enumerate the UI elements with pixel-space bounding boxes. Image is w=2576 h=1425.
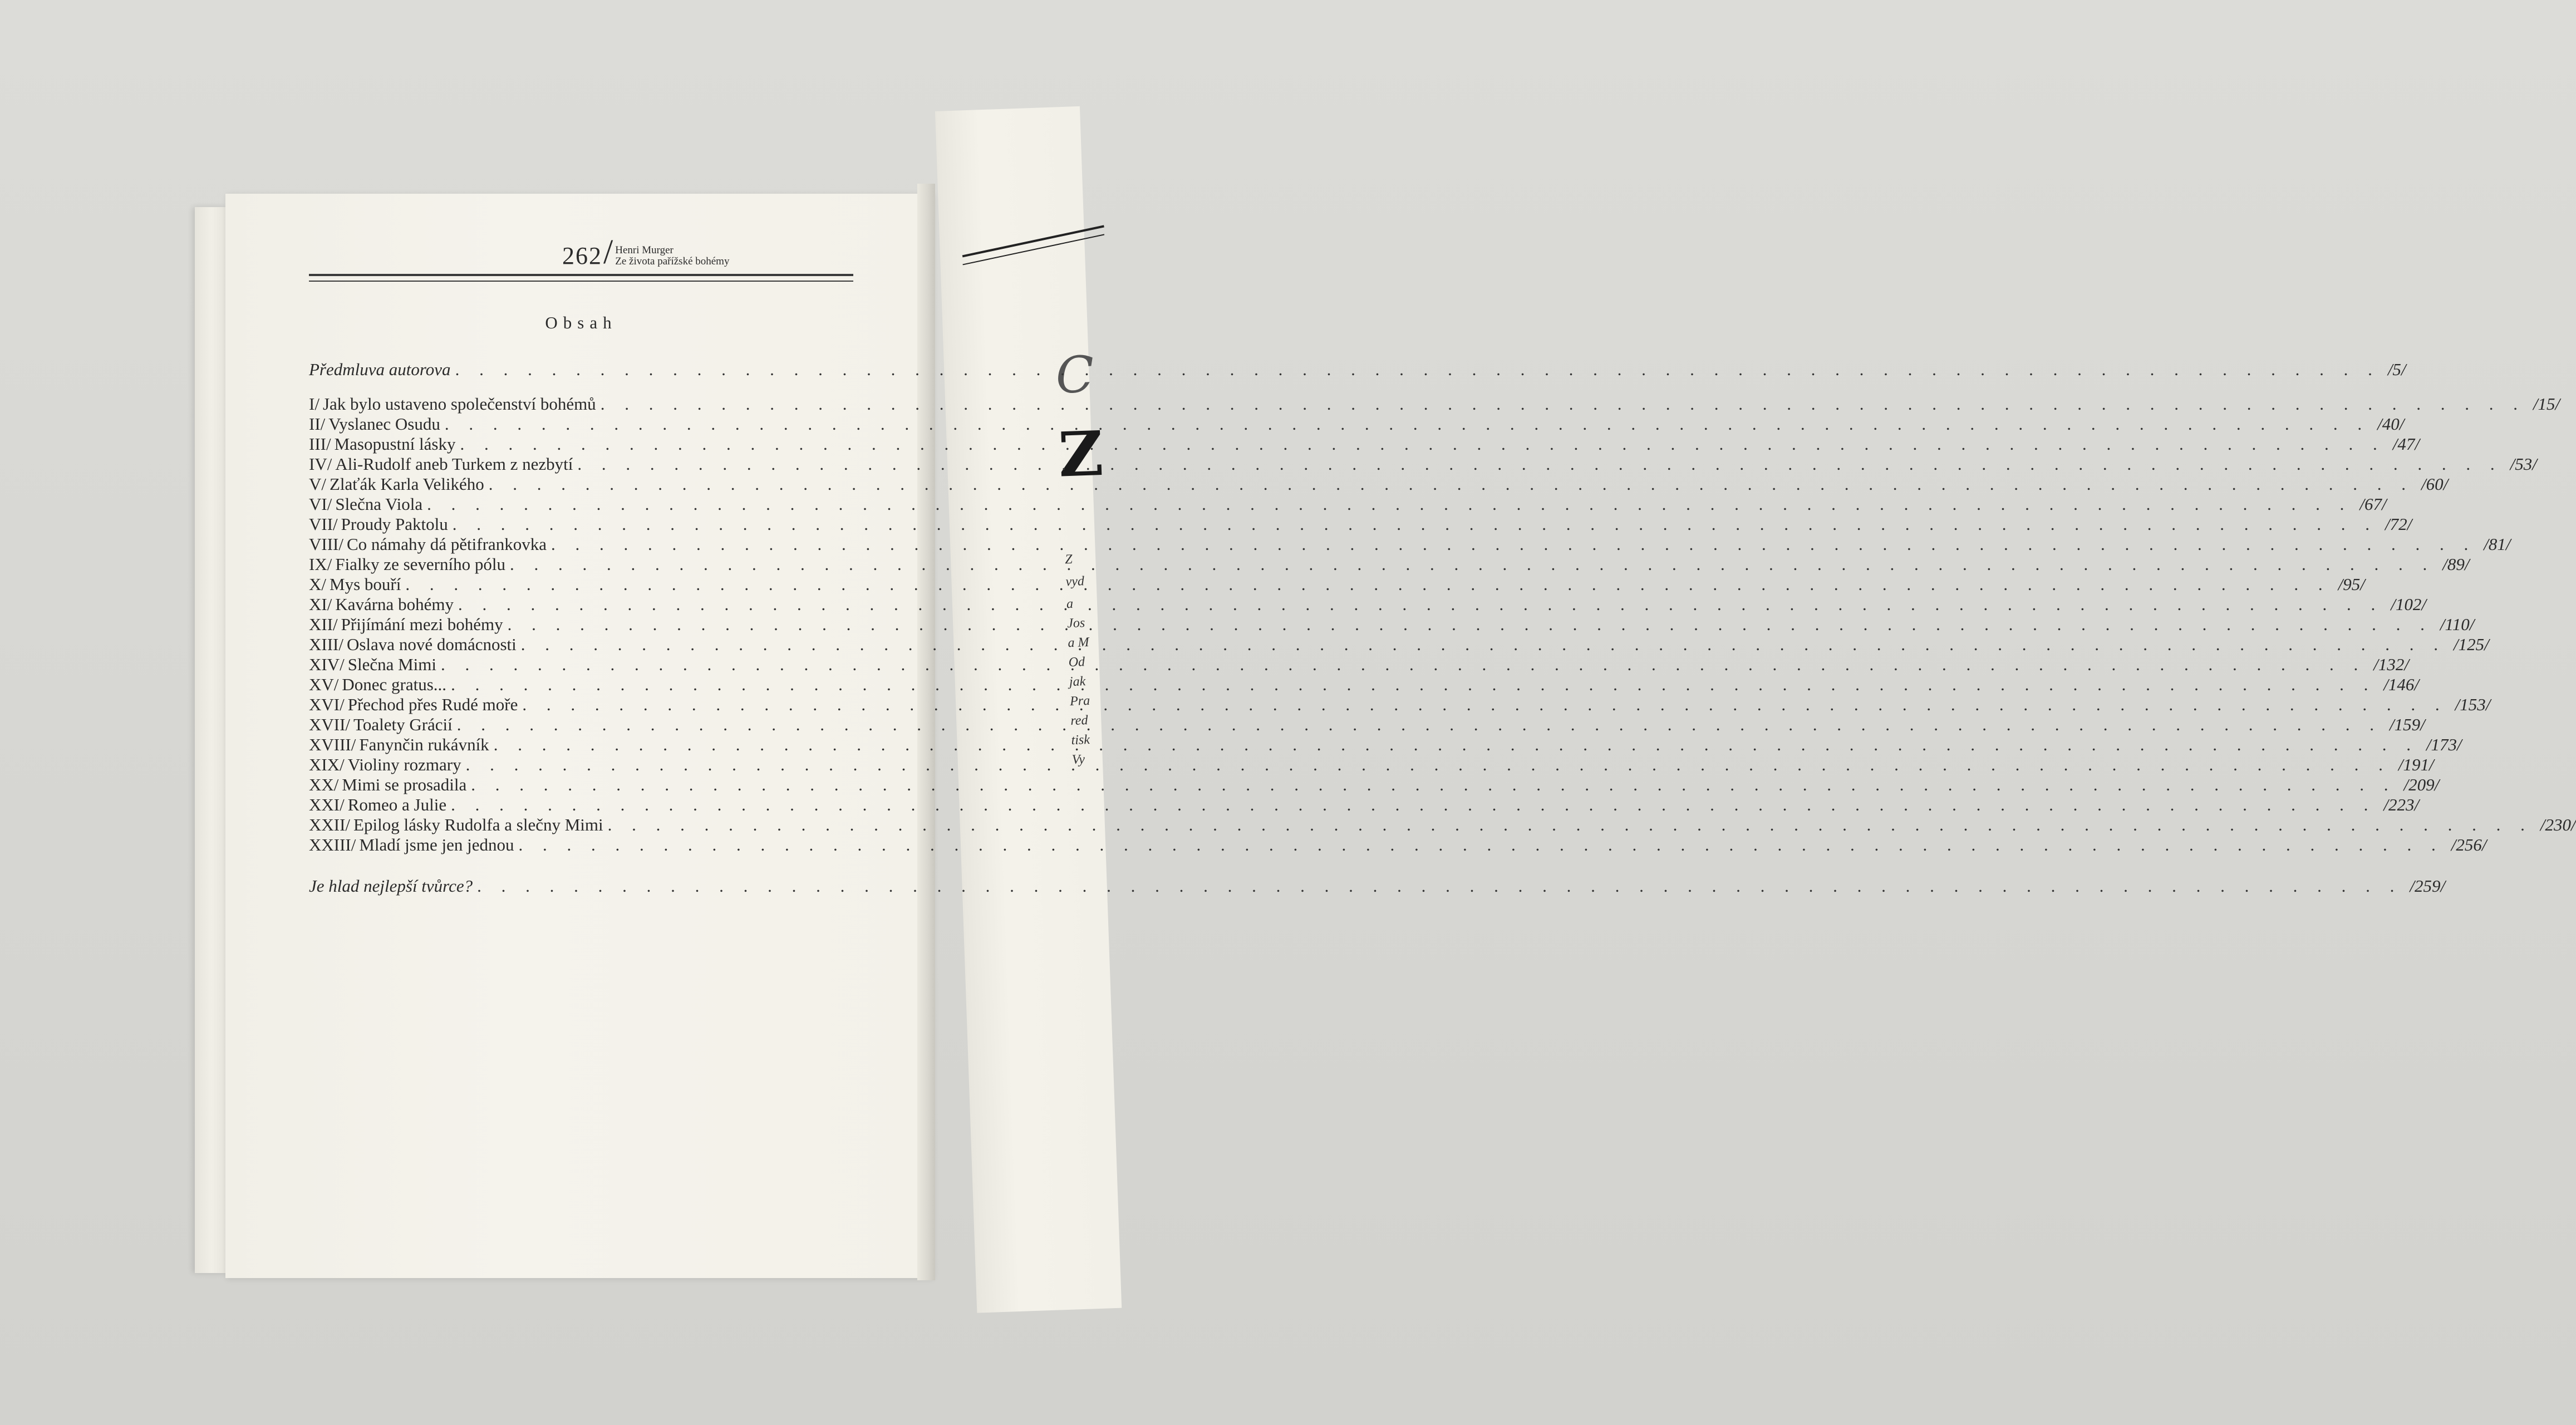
toc-leader-dots: [466, 755, 2391, 775]
book-cover-edge: [195, 207, 228, 1273]
chapter-numeral: VI/: [309, 494, 332, 514]
chapter-title: Mladí jsme jen jednou: [359, 835, 514, 854]
toc-leader-dots: [451, 795, 2376, 815]
toc-entry-label: [309, 715, 453, 735]
toc-leader-dots: [455, 360, 2380, 380]
toc-entry-label: [309, 574, 401, 594]
chapter-title: Proudy Paktolu: [341, 514, 448, 534]
chapter-title: Violiny rozmary: [347, 755, 461, 774]
toc-leader-dots: [521, 635, 2446, 655]
facing-page-title-fragment: Z: [1057, 417, 1105, 491]
toc-entry-page: /159/: [2390, 715, 2425, 734]
toc-entry-label: [309, 815, 603, 835]
chapter-numeral: IV/: [309, 454, 332, 474]
toc-entry-page: /5/: [2387, 360, 2406, 379]
toc-title: Obsah: [545, 313, 617, 332]
toc-leader-dots: [601, 394, 2525, 414]
toc-entry: [309, 815, 2576, 835]
toc-entry: [309, 835, 2487, 855]
chapter-numeral: VIII/: [309, 534, 343, 554]
chapter-numeral: XII/: [309, 615, 338, 634]
toc-entry-label: [309, 514, 448, 534]
chapter-numeral: XX/: [309, 775, 339, 794]
toc-entry-label: [309, 454, 573, 474]
chapter-title: Vyslanec Osudu: [328, 414, 440, 434]
toc-entry-page: /47/: [2392, 434, 2420, 454]
chapter-title: Mimi se prosadila: [342, 775, 467, 794]
toc-entry-label: [309, 835, 514, 855]
chapter-title: Romeo a Julie: [347, 795, 447, 814]
toc-entry-preface: [309, 360, 2406, 380]
chapter-numeral: XVI/: [309, 695, 345, 714]
facing-page-text-fragment: vyd: [1065, 574, 1085, 589]
toc-entry-label: [309, 494, 422, 514]
facing-page-rule: [962, 225, 1104, 257]
chapter-numeral: XXIII/: [309, 835, 356, 854]
chapter-numeral: XXI/: [309, 795, 345, 814]
toc-leader-dots: [445, 414, 2369, 434]
facing-page-text-fragment: Vy: [1071, 752, 1085, 768]
toc-entry-page: /146/: [2383, 675, 2420, 694]
toc-entry-page: /67/: [2359, 494, 2387, 514]
toc-leader-dots: [518, 835, 2443, 855]
chapter-title: Slečna Viola: [335, 494, 423, 514]
toc-leader-dots: [453, 514, 2377, 534]
toc-entry-page: /153/: [2455, 695, 2491, 714]
chapter-title: Fialky ze severního pólu: [335, 554, 505, 574]
toc-entry-label: [309, 695, 518, 715]
toc-entry-page: /89/: [2442, 554, 2470, 574]
toc-entry-label: Předmluva autorova: [309, 360, 451, 379]
toc-entry-page: /102/: [2391, 594, 2426, 614]
toc-afterword: [309, 876, 2446, 896]
chapter-title: Co námahy dá pětifrankovka: [346, 534, 547, 554]
header-meta: [615, 245, 729, 268]
facing-page-rule: [962, 234, 1104, 265]
toc-entry-page: /209/: [2403, 775, 2440, 794]
header-rule-thick: [309, 274, 853, 276]
toc-entry-page: /230/: [2540, 815, 2576, 834]
header-rules: [309, 274, 853, 282]
toc-leader-dots: [508, 615, 2432, 635]
facing-page-text-fragment: a: [1066, 596, 1074, 612]
chapter-numeral: XV/: [309, 675, 339, 694]
toc-entry-label: [309, 635, 517, 655]
toc-entry: [309, 775, 2440, 795]
toc-entry-label: Je hlad nejlepší tvůrce?: [309, 876, 473, 896]
toc-leader-dots: [494, 732, 2418, 755]
toc-leader-dots: [522, 695, 2447, 715]
toc-leader-dots: [510, 554, 2435, 574]
toc-entry-label: [309, 615, 503, 635]
toc-entry-page: /173/: [2426, 735, 2462, 754]
toc-entry-page: /125/: [2454, 635, 2489, 654]
chapter-numeral: XVII/: [309, 715, 351, 734]
toc-leader-dots: [577, 454, 2502, 474]
chapter-title: Mys bouří: [330, 574, 401, 594]
toc-entry-page: /256/: [2451, 835, 2487, 854]
toc-entry: [309, 594, 2426, 615]
toc-entry-page: /40/: [2377, 414, 2405, 434]
toc-entry-page: /95/: [2338, 574, 2365, 594]
toc-leader-dots: [457, 715, 2382, 735]
facing-page-text-fragment: Od: [1068, 655, 1085, 670]
toc-entry-label: [309, 594, 454, 615]
chapter-title: Epilog lásky Rudolfa a slečny Mimi: [353, 815, 603, 834]
toc-entry-afterword: [309, 876, 2446, 896]
chapter-numeral: I/: [309, 394, 319, 414]
chapter-title: Masopustní lásky: [334, 434, 456, 454]
toc-leader-dots: [458, 594, 2383, 615]
toc-entry-label: [309, 554, 505, 574]
facing-page-text-fragment: Pra: [1069, 693, 1090, 709]
chapter-title: Jak bylo ustaveno společenství bohémů: [322, 394, 596, 414]
chapter-numeral: III/: [309, 434, 331, 454]
toc-entry: [309, 414, 2405, 434]
chapter-title: Slečna Mimi: [347, 655, 437, 674]
toc-leader-dots: [451, 675, 2376, 695]
toc-leader-dots: [477, 876, 2402, 896]
chapter-numeral: XI/: [309, 594, 332, 614]
toc-entry-page: /72/: [2385, 514, 2412, 534]
toc-entry-label: [309, 655, 436, 675]
chapter-numeral: II/: [309, 414, 326, 434]
toc-entry-label: [309, 414, 440, 434]
toc-entry: [309, 534, 2511, 554]
facing-page-ornament: C: [1054, 345, 1095, 405]
toc-entry-page: /259/: [2410, 876, 2446, 896]
toc-entry-label: [309, 394, 596, 414]
toc-entry: [309, 795, 2420, 815]
chapter-title: Donec gratus...: [342, 675, 447, 694]
toc-entry-page: /60/: [2421, 474, 2449, 494]
running-header: [562, 233, 730, 271]
toc-leader-dots: [441, 655, 2366, 675]
chapter-numeral: IX/: [309, 554, 332, 574]
chapter-title: Toalety Grácií: [353, 715, 453, 734]
toc-entry: [309, 454, 2537, 474]
toc-entry-label: [309, 675, 446, 695]
facing-page-text-fragment: Jos: [1066, 616, 1085, 631]
toc-leader-dots: [427, 494, 2352, 514]
chapter-numeral: XIII/: [309, 635, 343, 654]
chapter-title: Kavárna bohémy: [335, 594, 454, 614]
toc-entry: [309, 494, 2387, 514]
page-number: 262: [562, 242, 602, 269]
chapter-numeral: X/: [309, 574, 326, 594]
facing-page-text-fragment: Z: [1064, 552, 1073, 567]
toc-entry-label: [309, 434, 455, 454]
toc-entry-label: [309, 775, 466, 795]
chapter-title: Ali-Rudolf aneb Turkem z nezbytí: [335, 454, 573, 474]
chapter-title: Přijímání mezi bohémy: [341, 615, 503, 634]
header-separator: /: [603, 233, 613, 271]
toc-entry-label: [309, 755, 461, 775]
facing-page-text-fragment: jak: [1069, 674, 1086, 690]
header-book-title: Ze života pařížské bohémy: [615, 255, 730, 267]
toc-entry-page: /53/: [2510, 454, 2537, 474]
toc-entry: [309, 514, 2412, 534]
toc-entry-page: /132/: [2373, 655, 2409, 674]
toc-leader-dots: [405, 574, 2330, 594]
toc-entry-page: /191/: [2398, 755, 2434, 774]
toc-leader-dots: [471, 775, 2396, 795]
toc-entry: [309, 554, 2470, 574]
toc-entry-page: /110/: [2440, 615, 2475, 634]
facing-page-text-fragment: tisk: [1071, 732, 1090, 748]
toc-leader-dots: [489, 474, 2413, 494]
chapter-numeral: V/: [309, 474, 326, 494]
toc-preface: [309, 360, 2406, 380]
header-author: Henri Murger: [615, 244, 674, 256]
toc-entry-label: [309, 474, 484, 494]
facing-page-text-fragment: red: [1070, 713, 1088, 729]
chapter-numeral: XVIII/: [309, 735, 356, 754]
toc-leader-dots: [460, 434, 2385, 454]
chapter-title: Oslava nové domácnosti: [346, 635, 517, 654]
facing-page-text-fragment: a M: [1068, 635, 1089, 651]
chapter-numeral: XXII/: [309, 815, 351, 834]
toc-entry: [309, 394, 2560, 414]
toc-entry-page: /15/: [2533, 394, 2560, 414]
header-rule-thin: [309, 281, 853, 282]
chapter-title: Zlaťák Karla Velikého: [330, 474, 484, 494]
toc-entry: [309, 434, 2420, 454]
toc-leader-dots: [608, 815, 2533, 835]
toc-entry-page: /223/: [2383, 795, 2420, 814]
toc-entry-label: [309, 534, 547, 554]
chapter-title: Fanynčin rukávník: [359, 735, 489, 754]
chapter-numeral: XIX/: [309, 755, 345, 774]
chapter-numeral: VII/: [309, 514, 338, 534]
toc-entry-label: [309, 795, 446, 815]
chapter-title: Přechod přes Rudé moře: [347, 695, 518, 714]
toc-entry-label: [309, 735, 489, 755]
toc-leader-dots: [551, 534, 2476, 554]
toc-entry-page: /81/: [2484, 534, 2511, 554]
chapter-numeral: XIV/: [309, 655, 345, 674]
toc-entry: [309, 474, 2449, 494]
